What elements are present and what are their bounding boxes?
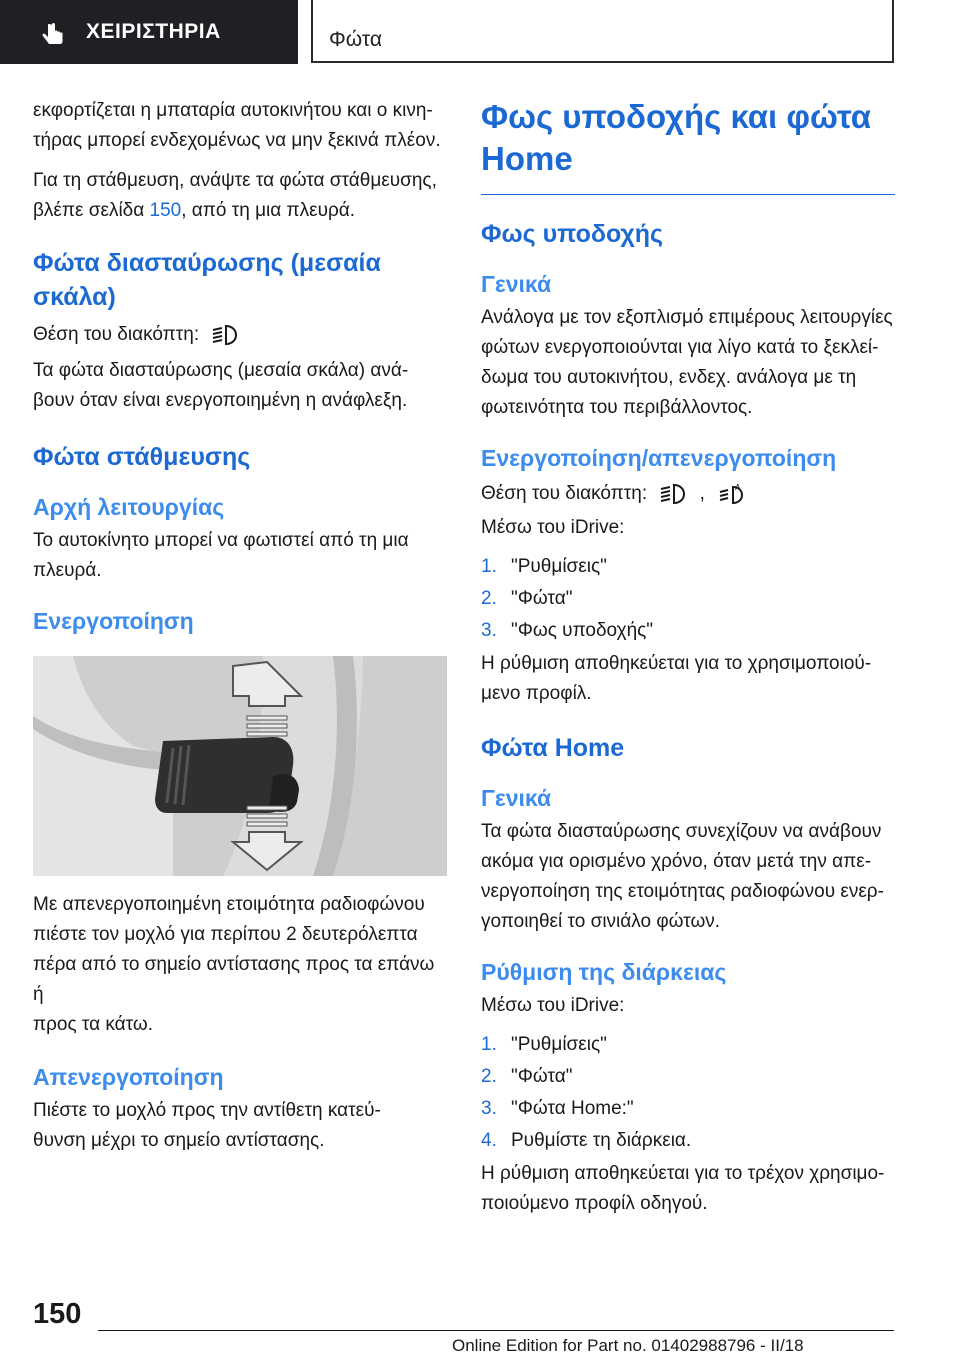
right-column (481, 96, 895, 1219)
edition-footer: Online Edition for Part no. 01402988796 - II/18 (452, 1336, 804, 1355)
home-lights-text: Τα φώτα διασταύρωσης συνεχίζουν να ανάβουν ακόμα για ορισμένο χρόνο, όταν μετά την απε- νεργοποίηση της ετοιμότητας ραδιοφώνου ενερ- γοποιηθεί το σινιάλο φώτων. (481, 821, 884, 932)
general-heading: Γενικά (481, 271, 552, 297)
low-beam-icon (658, 482, 688, 506)
low-beam-icon (210, 323, 240, 347)
home-lights-heading: Φώτα Home (481, 734, 625, 762)
list-item: 1. "Ρυθμίσεις" (481, 556, 607, 577)
chapter-title: Φώτα (329, 28, 382, 51)
list-item: 3. "Φώτα Home:" (481, 1098, 634, 1119)
parking-reference-text: Για τη στάθμευση, ανάψτε τα φώτα στάθμευσης, βλέπε σελίδα 150, από τη μια πλευρά. (33, 170, 437, 221)
deactivation-text: Πιέστε το μοχλό προς την αντίθετη κατεύ- θυνση μέχρι το σημείο αντίστασης. (33, 1100, 381, 1151)
saved-profile-text: Η ρύθμιση αποθηκεύεται για το χρησιμοποιού- μενο προφίλ. (481, 653, 872, 704)
auto-headlight-icon (716, 482, 746, 506)
page-number: 150 (33, 1298, 82, 1330)
idrive-label-2: Μέσω του iDrive: (481, 995, 625, 1016)
main-section-heading: Φως υποδοχής και φώτα Home (481, 98, 872, 177)
left-column (33, 96, 447, 1156)
intro-text: εκφορτίζεται η μπαταρία αυτοκινήτου και ο κινη- τήρας μπορεί ενδεχομένως να μην ξεκινά πλέον. (33, 100, 441, 151)
hand-pointer-icon (40, 22, 66, 48)
manual-section-label: ΧΕΙΡΙΣΤΗΡΙΑ (86, 20, 221, 43)
principle-heading: Αρχή λειτουργίας (33, 494, 225, 520)
crossing-lights-heading: Φώτα διασταύρωσης (μεσαία σκάλα) (33, 249, 381, 311)
activation-text: Με απενεργοποιημένη ετοιμότητα ραδιοφώνου πιέστε τον μοχλό για περίπου 2 δευτερόλεπτα πέρα από το σημείο αντίστασης προς τα επάνω ή προς τα κάτω. (33, 894, 435, 1035)
list-item: 2. "Φώτα" (481, 588, 573, 609)
lever-illustration (33, 656, 447, 876)
chapter-title-box (311, 0, 894, 63)
manual-section-tab[interactable] (0, 0, 298, 64)
onoff-heading: Ενεργοποίηση/απενεργοποίηση (481, 445, 837, 471)
crossing-lights-text: Τα φώτα διασταύρωσης (μεσαία σκάλα) ανά- βουν όταν είναι ενεργοποιημένη η ανάφλεξη. (33, 360, 409, 411)
parking-lights-heading: Φώτα στάθμευσης (33, 443, 251, 471)
switch-position-text: Θέση του διακόπτη: , A (481, 479, 895, 509)
list-item: 1. "Ρυθμίσεις" (481, 1034, 607, 1055)
page-link-150[interactable]: 150 (149, 200, 182, 221)
general-heading-2: Γενικά (481, 785, 552, 811)
principle-text: Το αυτοκίνητο μπορεί να φωτιστεί από τη μια πλευρά. (33, 530, 409, 581)
welcome-light-heading: Φως υποδοχής (481, 220, 664, 248)
welcome-steps-list (481, 551, 895, 647)
activation-heading: Ενεργοποίηση (33, 608, 194, 634)
duration-steps-list (481, 1029, 895, 1157)
saved-driver-profile-text: Η ρύθμιση αποθηκεύεται για το τρέχον χρησιμο- ποιούμενο προφίλ οδηγού. (481, 1163, 885, 1214)
footer-divider (98, 1330, 894, 1331)
switch-position-text: Θέση του διακόπτη: (33, 320, 447, 350)
steering-lever-image (33, 656, 447, 876)
list-item: 4. Ρυθμίστε τη διάρκεια. (481, 1130, 692, 1151)
list-item: 2. "Φώτα" (481, 1066, 573, 1087)
svg-text:A: A (735, 482, 741, 492)
general-text: Ανάλογα με τον εξοπλισμό επιμέρους λειτουργίες φώτων ενεργοποιούνται για λίγο κατά το ξεκλεί- δωμα του αυτοκινήτου, ενδεχ. ανάλογα με τη φωτεινότητα του περιβάλλοντος. (481, 307, 893, 418)
list-item: 3. "Φως υποδοχής" (481, 620, 654, 641)
duration-heading: Ρύθμιση της διάρκειας (481, 959, 727, 985)
deactivation-heading: Απενεργοποίηση (33, 1064, 224, 1090)
idrive-label: Μέσω του iDrive: (481, 517, 625, 538)
